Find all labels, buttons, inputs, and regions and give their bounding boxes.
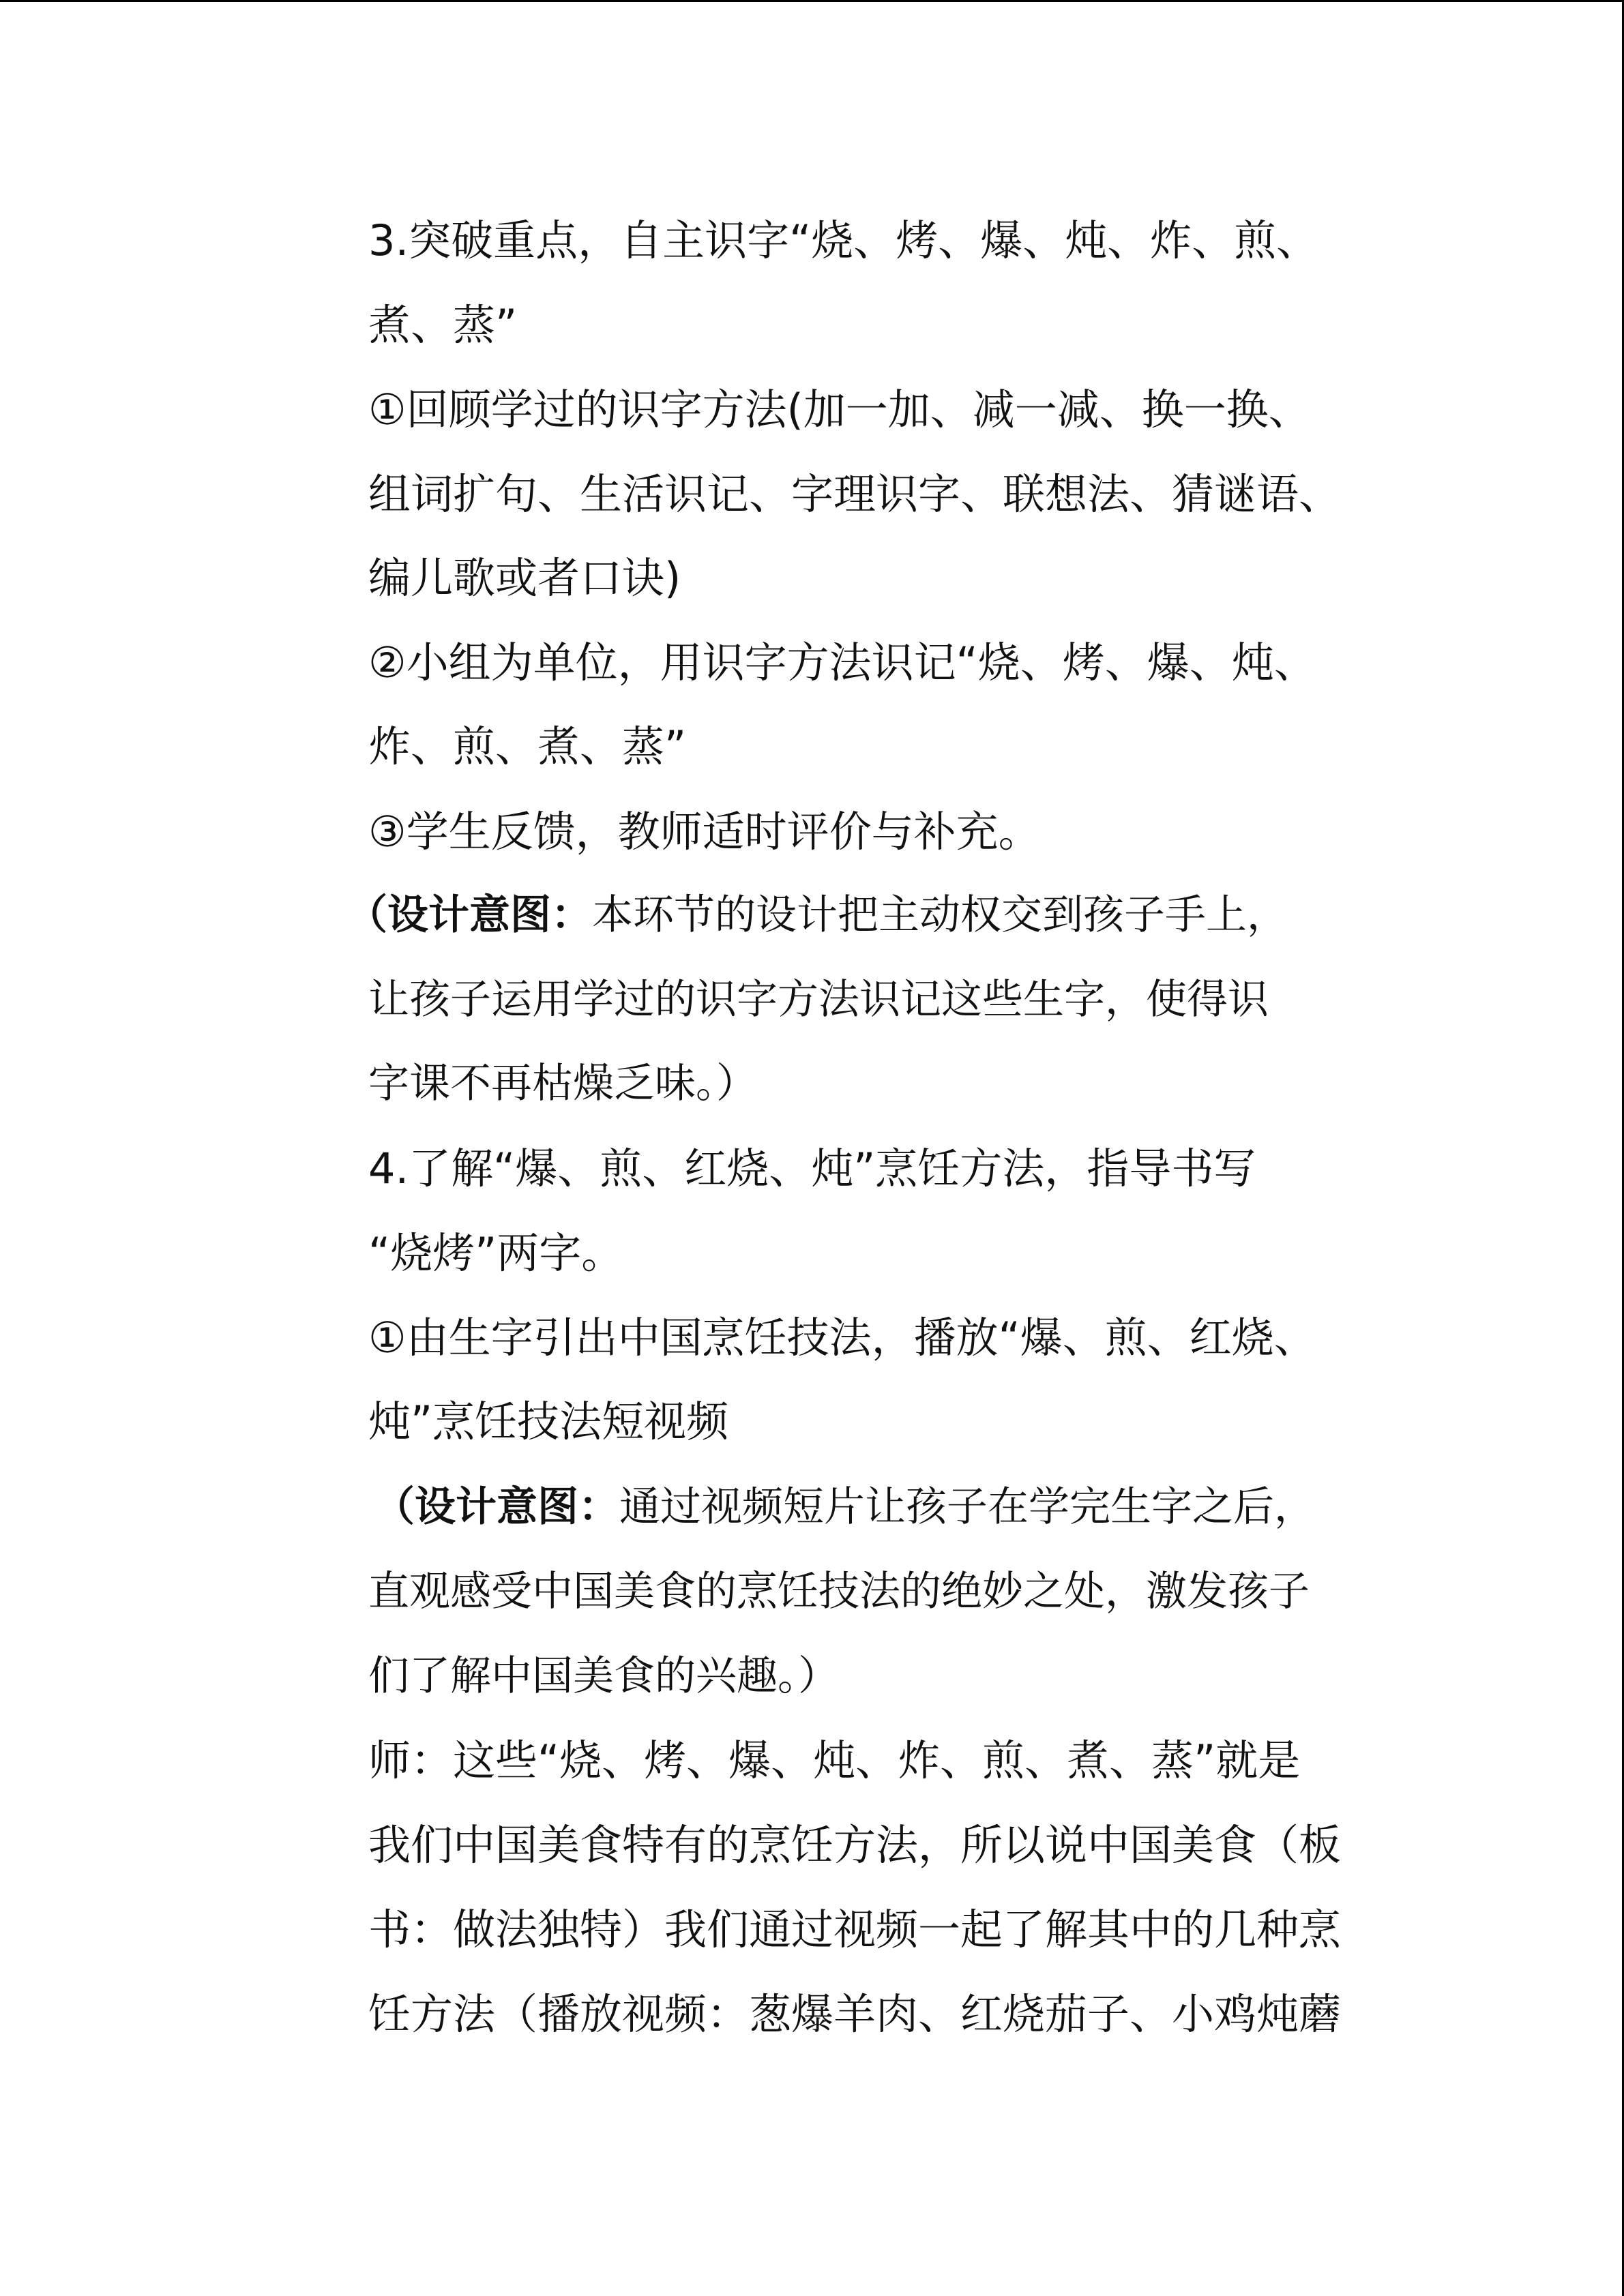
text-line-3: ①回顾学过的识字方法(加一加、减一减、换一换、 (368, 385, 1311, 434)
text-line-20: 我们中国美食特有的烹饪方法，所以说中国美食（板 (368, 1820, 1342, 1870)
text-line-4: 组词扩句、生活识记、字理识字、联想法、猜谜语、 (368, 469, 1342, 519)
page-border-top (0, 0, 1624, 2)
design-intent-line-3: 字课不再枯燥乏味。） (368, 1060, 757, 1107)
design-intent-text-4: 通过视频短片让孩子在学完生字之后， (619, 1483, 1315, 1531)
text-line-1: 3.突破重点，自主识字“烧、烤、爆、炖、炸、煎、 (368, 215, 1319, 265)
design-intent-line-1 (346, 888, 1288, 942)
design-intent-line-5: 直观感受中国美食的烹饪技法的绝妙之处，激发孩子 (368, 1568, 1310, 1615)
text-line-14: ①由生字引出中国烹饪技法，播放“爆、煎、红烧、 (368, 1313, 1316, 1362)
text-line-21: 书：做法独特）我们通过视频一起了解其中的几种烹 (368, 1905, 1342, 1954)
text-line-22: 饪方法（播放视频：葱爆羊肉、红烧茄子、小鸡炖蘑 (368, 1989, 1342, 2039)
text-line-2: 煮、蒸” (368, 300, 518, 350)
text-line-19: 师：这些“烧、烤、爆、炖、炸、煎、煮、蒸”就是 (368, 1735, 1301, 1785)
text-line-8: ③学生反馈，教师适时评价与补充。 (368, 807, 1041, 856)
text-line-15: 炖”烹饪技法短视频 (368, 1397, 729, 1446)
text-line-13: “烧烤”两字。 (368, 1228, 624, 1278)
design-intent-line-4 (374, 1480, 1315, 1534)
design-intent-label-1: （设计意图： (346, 891, 592, 939)
text-line-6: ②小组为单位，用识字方法识记“烧、烤、爆、炖、 (368, 638, 1316, 687)
text-line-7: 炸、煎、煮、蒸” (368, 721, 687, 771)
text-line-5: 编儿歌或者口诀) (368, 553, 681, 603)
design-intent-line-2: 让孩子运用学过的识字方法识记这些生字，使得识 (368, 976, 1269, 1024)
text-line-12: 4.了解“爆、煎、红烧、炖”烹饪方法，指导书写 (368, 1144, 1256, 1193)
design-intent-text-1: 本环节的设计把主动权交到孩子手上， (592, 891, 1288, 939)
design-intent-line-6: 们了解中国美食的兴趣。） (368, 1652, 839, 1700)
design-intent-label-2: （设计意图： (374, 1483, 619, 1531)
